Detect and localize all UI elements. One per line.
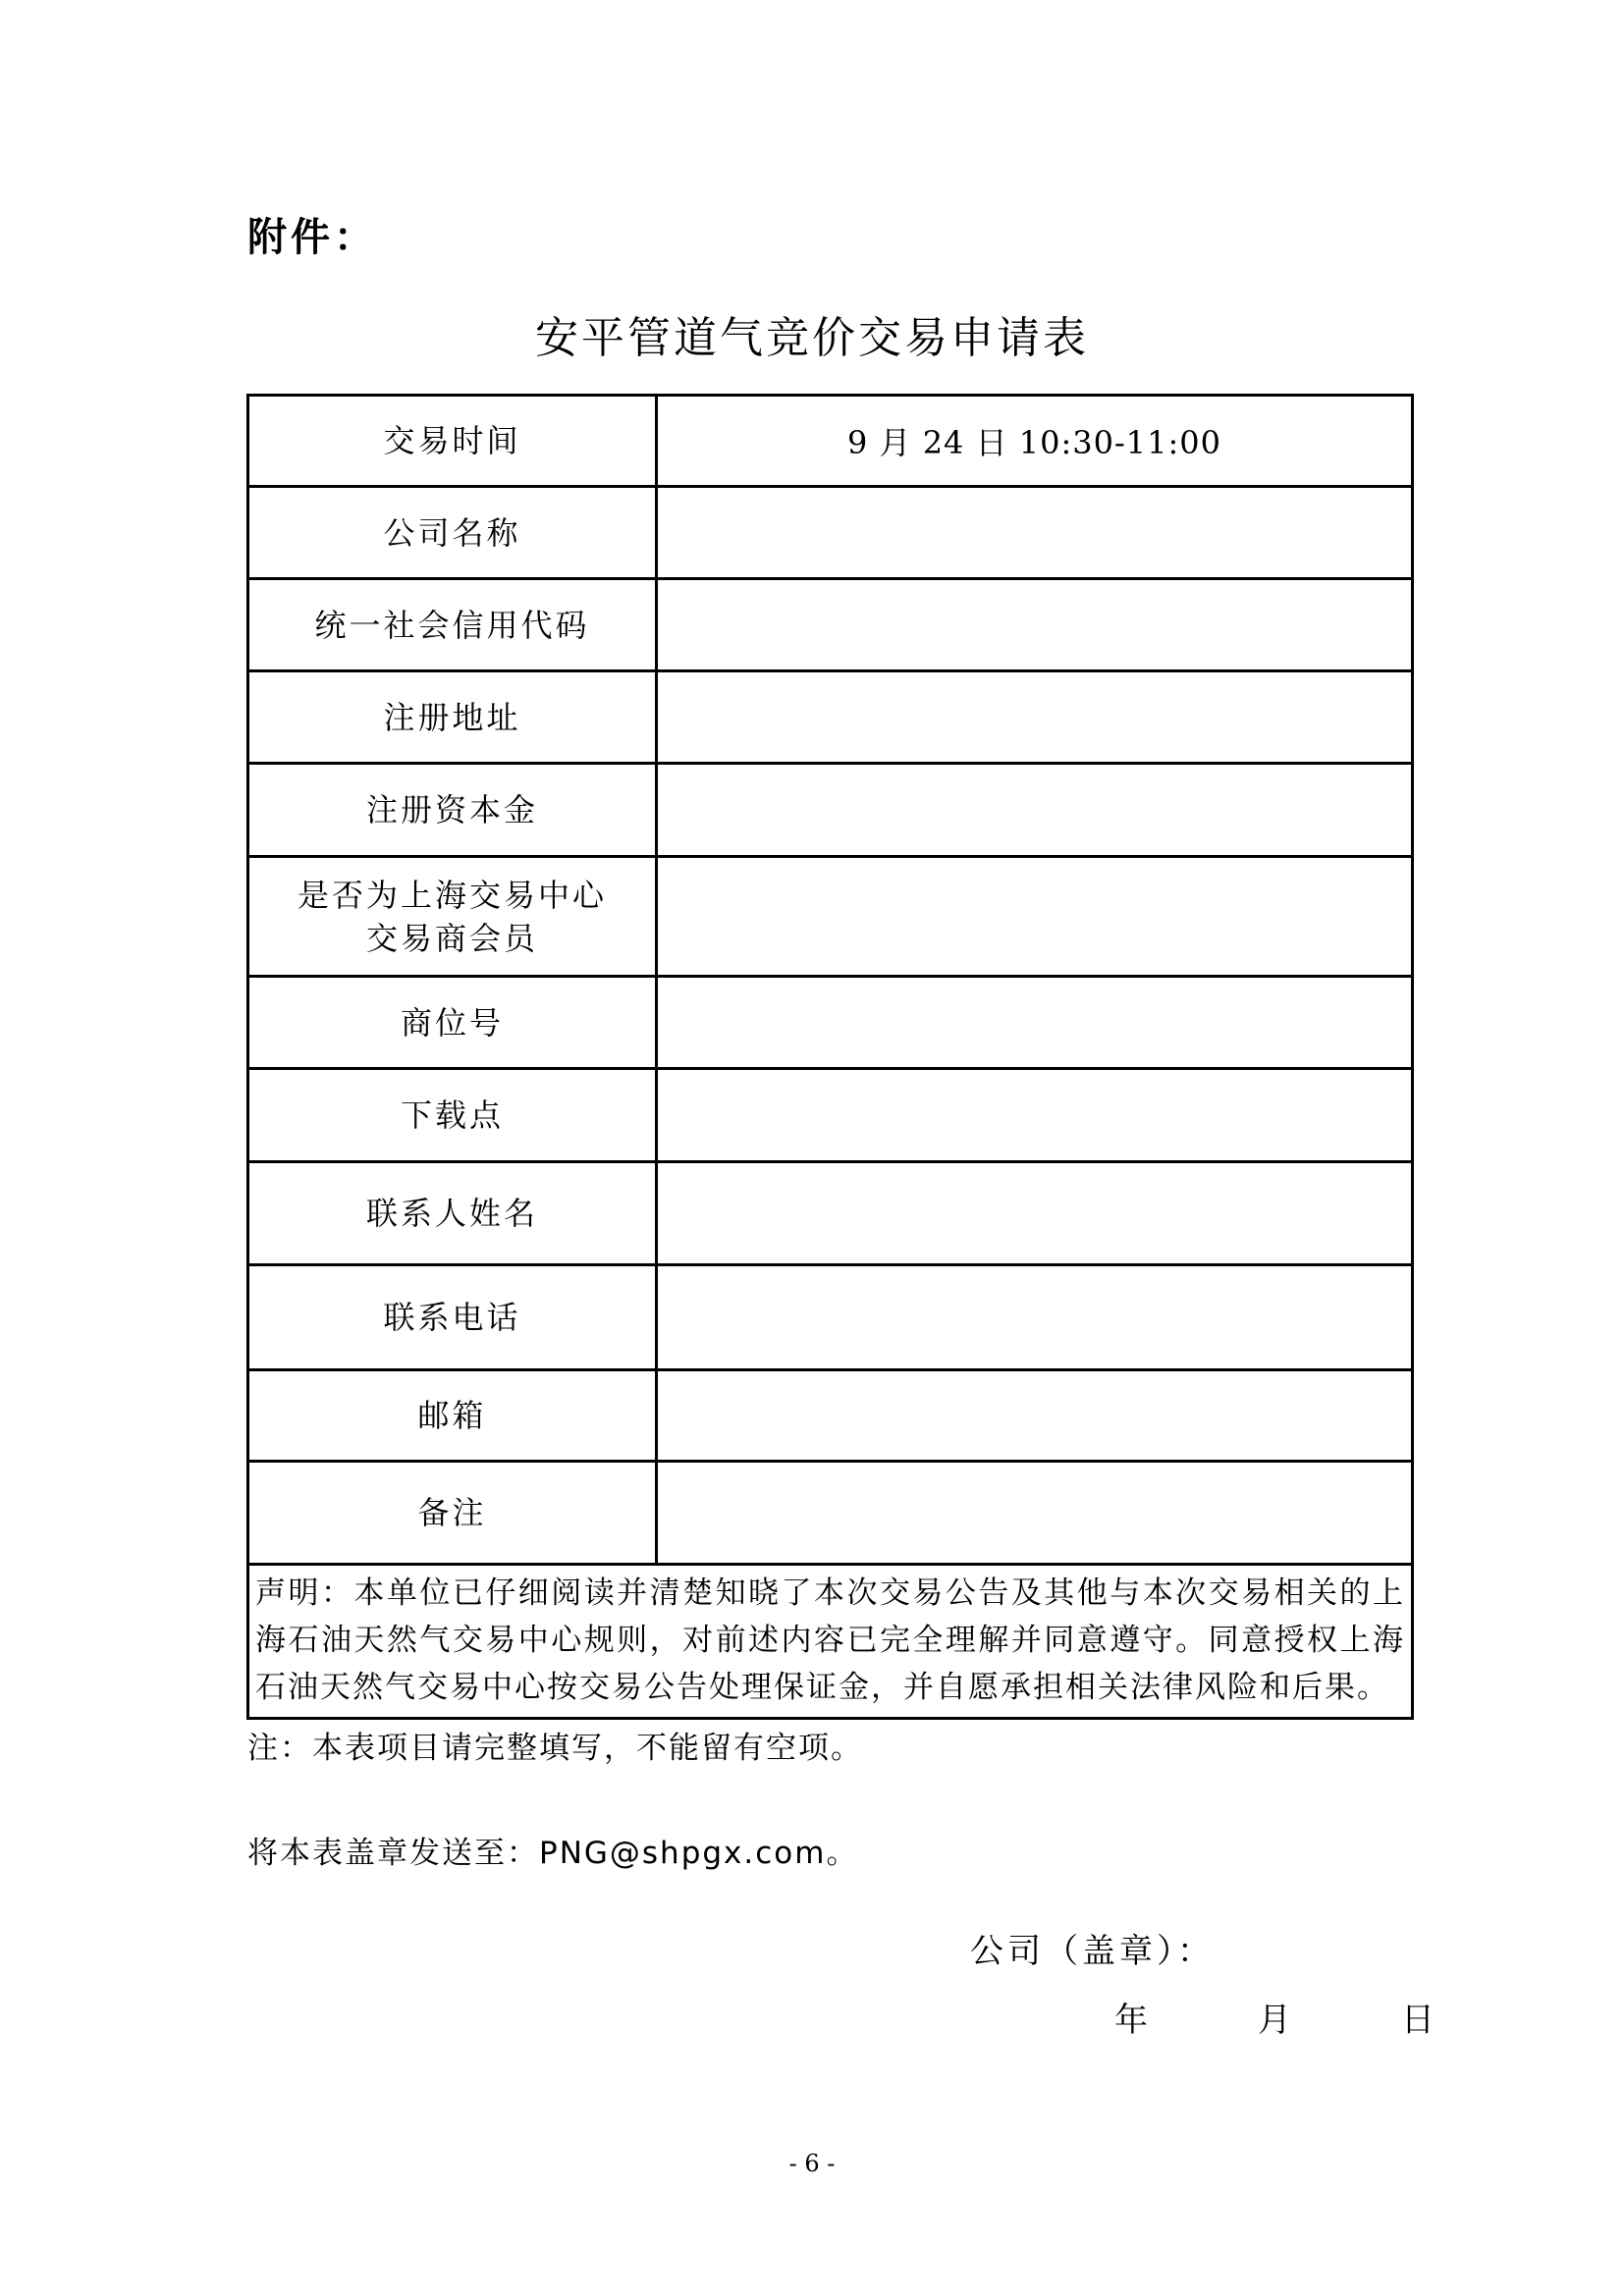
member-status-label [248, 857, 657, 977]
booth-number-label: 商位号 [248, 977, 657, 1069]
date-month-label: 月 [1258, 2001, 1291, 2040]
table-row-email [248, 1370, 1413, 1462]
date-line [1114, 1993, 1435, 2041]
date-year-label: 年 [1114, 2001, 1148, 2040]
delivery-point-field[interactable] [657, 1069, 1413, 1162]
table-row-registered-capital [248, 764, 1413, 857]
fill-note: 注：本表项目请完整填写，不能留有空项。 [247, 1731, 863, 1766]
delivery-point-label: 下载点 [248, 1069, 657, 1162]
member-status-field[interactable] [657, 857, 1413, 977]
company-name-field[interactable] [657, 487, 1413, 579]
remarks-label: 备注 [248, 1462, 657, 1565]
registered-capital-field[interactable] [657, 764, 1413, 857]
table-row-declaration [248, 1565, 1413, 1719]
page-title: 安平管道气竞价交易申请表 [535, 313, 1089, 363]
contact-name-field[interactable] [657, 1162, 1413, 1265]
send-to-note: 将本表盖章发送至：PNG@shpgx.com。 [247, 1836, 859, 1871]
email-field[interactable] [657, 1370, 1413, 1462]
booth-number-field[interactable] [657, 977, 1413, 1069]
application-form-table [246, 394, 1414, 1720]
registered-capital-label: 注册资本金 [248, 764, 657, 857]
table-row-booth-number [248, 977, 1413, 1069]
date-day-label: 日 [1401, 2001, 1435, 2040]
company-name-label: 公司名称 [248, 487, 657, 579]
table-row-delivery-point [248, 1069, 1413, 1162]
registered-address-field[interactable] [657, 671, 1413, 764]
table-row-trade-time [248, 396, 1413, 487]
table-row-credit-code [248, 579, 1413, 671]
company-seal-label: 公司（盖章）： [970, 1932, 1215, 1971]
table-row-registered-address [248, 671, 1413, 764]
trade-time-value[interactable]: 9 月 24 日 10:30-11:00 [657, 396, 1413, 487]
credit-code-label: 统一社会信用代码 [248, 579, 657, 671]
registered-address-label: 注册地址 [248, 671, 657, 764]
table-row-contact-phone [248, 1265, 1413, 1370]
remarks-field[interactable] [657, 1462, 1413, 1565]
table-row-contact-name [248, 1162, 1413, 1265]
page-number: - 6 - [788, 2150, 836, 2177]
trade-time-label: 交易时间 [248, 396, 657, 487]
table-row-member-status [248, 857, 1413, 977]
attachment-label: 附件： [247, 215, 377, 260]
table-row-company-name [248, 487, 1413, 579]
declaration-text: 声明：本单位已仔细阅读并清楚知晓了本次交易公告及其他与本次交易相关的上海石油天然气交易中心规则，对前述内容已完全理解并同意遵守。同意授权上海石油天然气交易中心按交易公告处理保证金，并自愿承担相关法律风险和后果。 [248, 1565, 1413, 1719]
member-status-label-line2: 交易商会员 [365, 919, 538, 957]
email-label: 邮箱 [248, 1370, 657, 1462]
credit-code-field[interactable] [657, 579, 1413, 671]
contact-phone-label: 联系电话 [248, 1265, 657, 1370]
contact-phone-field[interactable] [657, 1265, 1413, 1370]
member-status-label-line1: 是否为上海交易中心 [297, 876, 607, 914]
contact-name-label: 联系人姓名 [248, 1162, 657, 1265]
table-row-remarks [248, 1462, 1413, 1565]
